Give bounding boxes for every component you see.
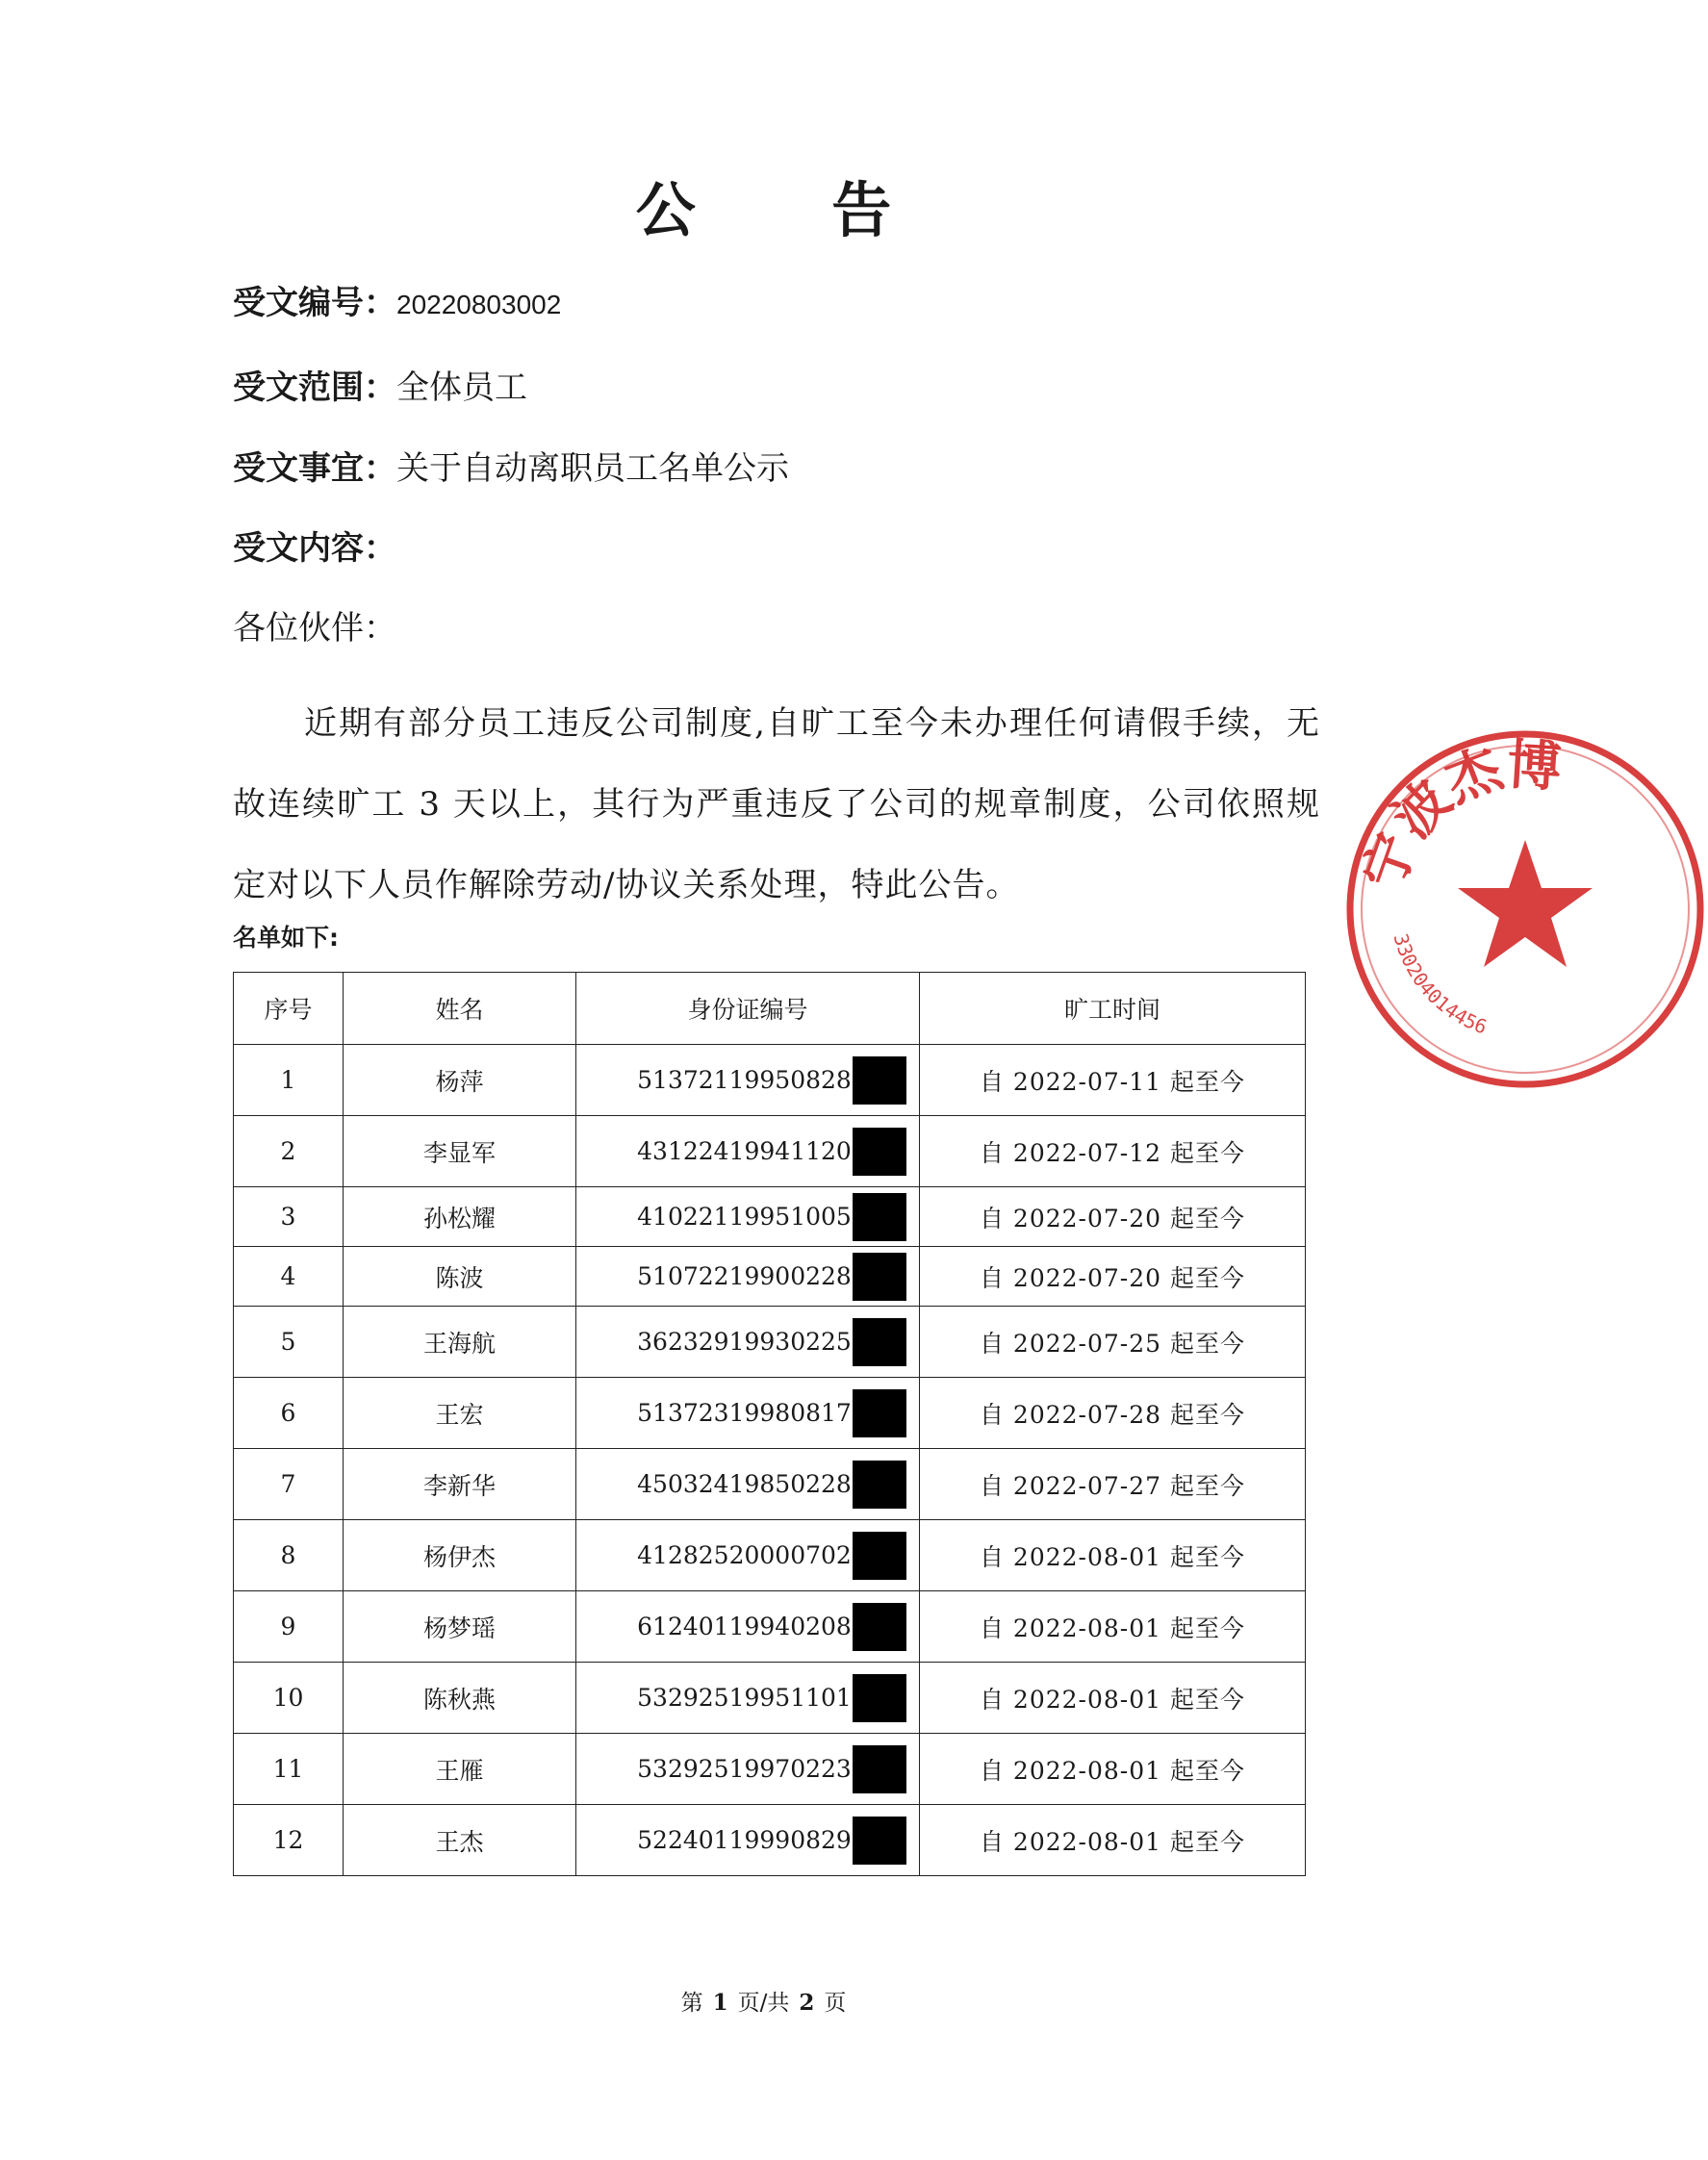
list-heading: 名单如下: xyxy=(233,924,339,952)
svg-text:330204014456 xyxy=(1389,931,1491,1039)
id-number-cell xyxy=(576,1449,920,1520)
content-line xyxy=(233,529,396,568)
doc-number-line xyxy=(233,284,562,322)
table-body xyxy=(234,1045,1306,1876)
footer-middle: 页/共 xyxy=(737,1991,790,2016)
row-index: 11 xyxy=(234,1734,344,1805)
subject-label: 受文事宜： xyxy=(233,449,396,488)
id-number-prefix: 41022119951005 xyxy=(637,1203,852,1231)
announcement-body: 近期有部分员工违反公司制度,自旷工至今未办理任何请假手续，无故连续旷工 3 天以上，其行为严重违反了公司的规章制度，公司依照规定对以下人员作解除劳动/协议关系处理，特此公告。 xyxy=(233,704,1320,904)
table-row xyxy=(234,1045,1306,1116)
redaction-block xyxy=(853,1389,906,1437)
id-number-cell xyxy=(576,1307,920,1378)
redaction-block xyxy=(853,1603,906,1651)
scope-line xyxy=(233,368,527,407)
id-number-prefix: 53292519951101 xyxy=(637,1684,852,1712)
header-absence-time: 旷工时间 xyxy=(920,973,1306,1045)
row-index: 9 xyxy=(234,1591,344,1663)
row-index: 1 xyxy=(234,1045,344,1116)
redaction-block xyxy=(853,1253,906,1301)
employee-name: 孙松耀 xyxy=(344,1187,576,1247)
id-number-cell xyxy=(576,1116,920,1187)
id-number-prefix: 61240119940208 xyxy=(637,1613,852,1640)
id-number-prefix: 52240119990829 xyxy=(637,1826,852,1854)
id-number-prefix: 51072219900228 xyxy=(637,1262,852,1290)
redaction-block xyxy=(853,1745,906,1793)
footer-prefix: 第 xyxy=(680,1991,703,2016)
table-row xyxy=(234,1449,1306,1520)
header-name: 姓名 xyxy=(344,973,576,1045)
footer-total-pages: 2 xyxy=(799,1990,815,2016)
employee-name: 杨伊杰 xyxy=(344,1520,576,1591)
table-row xyxy=(234,1187,1306,1247)
row-index: 3 xyxy=(234,1187,344,1247)
redaction-block xyxy=(853,1461,906,1509)
id-number-cell xyxy=(576,1045,920,1116)
table-row xyxy=(234,1307,1306,1378)
seal-name-text: 宁波杰博 xyxy=(1352,733,1564,898)
doc-number-label: 受文编号： xyxy=(233,284,396,322)
table-row xyxy=(234,1247,1306,1307)
id-number-cell xyxy=(576,1378,920,1449)
employee-name: 王宏 xyxy=(344,1378,576,1449)
subject-line xyxy=(233,449,789,488)
absence-date: 自 2022-08-01 起至今 xyxy=(920,1734,1306,1805)
id-number-cell xyxy=(576,1734,920,1805)
id-number-prefix: 53292519970223 xyxy=(637,1755,852,1783)
seal-stamp-graphic xyxy=(1342,726,1708,1092)
id-number-prefix: 51372119950828 xyxy=(637,1066,852,1094)
footer-page-number: 1 xyxy=(712,1990,728,2016)
row-index: 5 xyxy=(234,1307,344,1378)
employee-name: 陈波 xyxy=(344,1247,576,1307)
employee-name: 王雁 xyxy=(344,1734,576,1805)
subject-value: 关于自动离职员工名单公示 xyxy=(396,449,789,488)
employee-name: 杨梦瑶 xyxy=(344,1591,576,1663)
company-seal xyxy=(1342,726,1564,1092)
redaction-block xyxy=(853,1193,906,1241)
scope-label: 受文范围： xyxy=(233,368,396,407)
absence-date: 自 2022-07-28 起至今 xyxy=(920,1378,1306,1449)
absence-date: 自 2022-07-11 起至今 xyxy=(920,1045,1306,1116)
footer-suffix: 页 xyxy=(824,1991,847,2016)
header-index: 序号 xyxy=(234,973,344,1045)
employee-name: 王海航 xyxy=(344,1307,576,1378)
absence-date: 自 2022-07-27 起至今 xyxy=(920,1449,1306,1520)
employee-name: 李显军 xyxy=(344,1116,576,1187)
document-title: 公 告 xyxy=(635,175,950,245)
absence-date: 自 2022-07-12 起至今 xyxy=(920,1116,1306,1187)
absence-date: 自 2022-07-20 起至今 xyxy=(920,1187,1306,1247)
employee-name: 杨萍 xyxy=(344,1045,576,1116)
table-row xyxy=(234,1663,1306,1734)
id-number-prefix: 36232919930225 xyxy=(637,1328,852,1356)
redaction-block xyxy=(853,1056,906,1105)
id-number-prefix: 51372319980817 xyxy=(637,1399,852,1427)
table-row xyxy=(234,1591,1306,1663)
table-header-row xyxy=(234,973,1306,1045)
redaction-block xyxy=(853,1674,906,1722)
absence-date: 自 2022-08-01 起至今 xyxy=(920,1591,1306,1663)
row-index: 4 xyxy=(234,1247,344,1307)
greeting: 各位伙伴： xyxy=(233,609,396,648)
row-index: 10 xyxy=(234,1663,344,1734)
row-index: 8 xyxy=(234,1520,344,1591)
id-number-prefix: 45032419850228 xyxy=(637,1470,852,1498)
doc-number-value: 20220803002 xyxy=(396,290,562,319)
redaction-block xyxy=(853,1817,906,1865)
absence-date: 自 2022-08-01 起至今 xyxy=(920,1805,1306,1876)
redaction-block xyxy=(853,1128,906,1176)
content-label: 受文内容： xyxy=(233,529,396,568)
page-footer xyxy=(0,1992,1527,2015)
absence-date: 自 2022-08-01 起至今 xyxy=(920,1520,1306,1591)
scope-value: 全体员工 xyxy=(396,368,527,407)
employee-name: 李新华 xyxy=(344,1449,576,1520)
id-number-cell xyxy=(576,1247,920,1307)
row-index: 7 xyxy=(234,1449,344,1520)
redaction-block xyxy=(853,1532,906,1580)
seal-number-text: 330204014456 xyxy=(1389,930,1491,1039)
row-index: 2 xyxy=(234,1116,344,1187)
absence-date: 自 2022-08-01 起至今 xyxy=(920,1663,1306,1734)
row-index: 12 xyxy=(234,1805,344,1876)
id-number-cell xyxy=(576,1520,920,1591)
id-number-cell xyxy=(576,1663,920,1734)
id-number-prefix: 41282520000702 xyxy=(637,1541,852,1569)
table-row xyxy=(234,1805,1306,1876)
employee-name: 陈秋燕 xyxy=(344,1663,576,1734)
id-number-cell xyxy=(576,1591,920,1663)
redaction-block xyxy=(853,1318,906,1366)
table-row xyxy=(234,1520,1306,1591)
row-index: 6 xyxy=(234,1378,344,1449)
absence-date: 自 2022-07-25 起至今 xyxy=(920,1307,1306,1378)
id-number-prefix: 43122419941120 xyxy=(637,1137,852,1165)
absence-date: 自 2022-07-20 起至今 xyxy=(920,1247,1306,1307)
table-row xyxy=(234,1116,1306,1187)
id-number-cell xyxy=(576,1187,920,1247)
id-number-cell xyxy=(576,1805,920,1876)
table-row xyxy=(234,1378,1306,1449)
table-row xyxy=(234,1734,1306,1805)
employee-name: 王杰 xyxy=(344,1805,576,1876)
header-id-number: 身份证编号 xyxy=(576,973,920,1045)
employee-table xyxy=(233,972,1306,1876)
